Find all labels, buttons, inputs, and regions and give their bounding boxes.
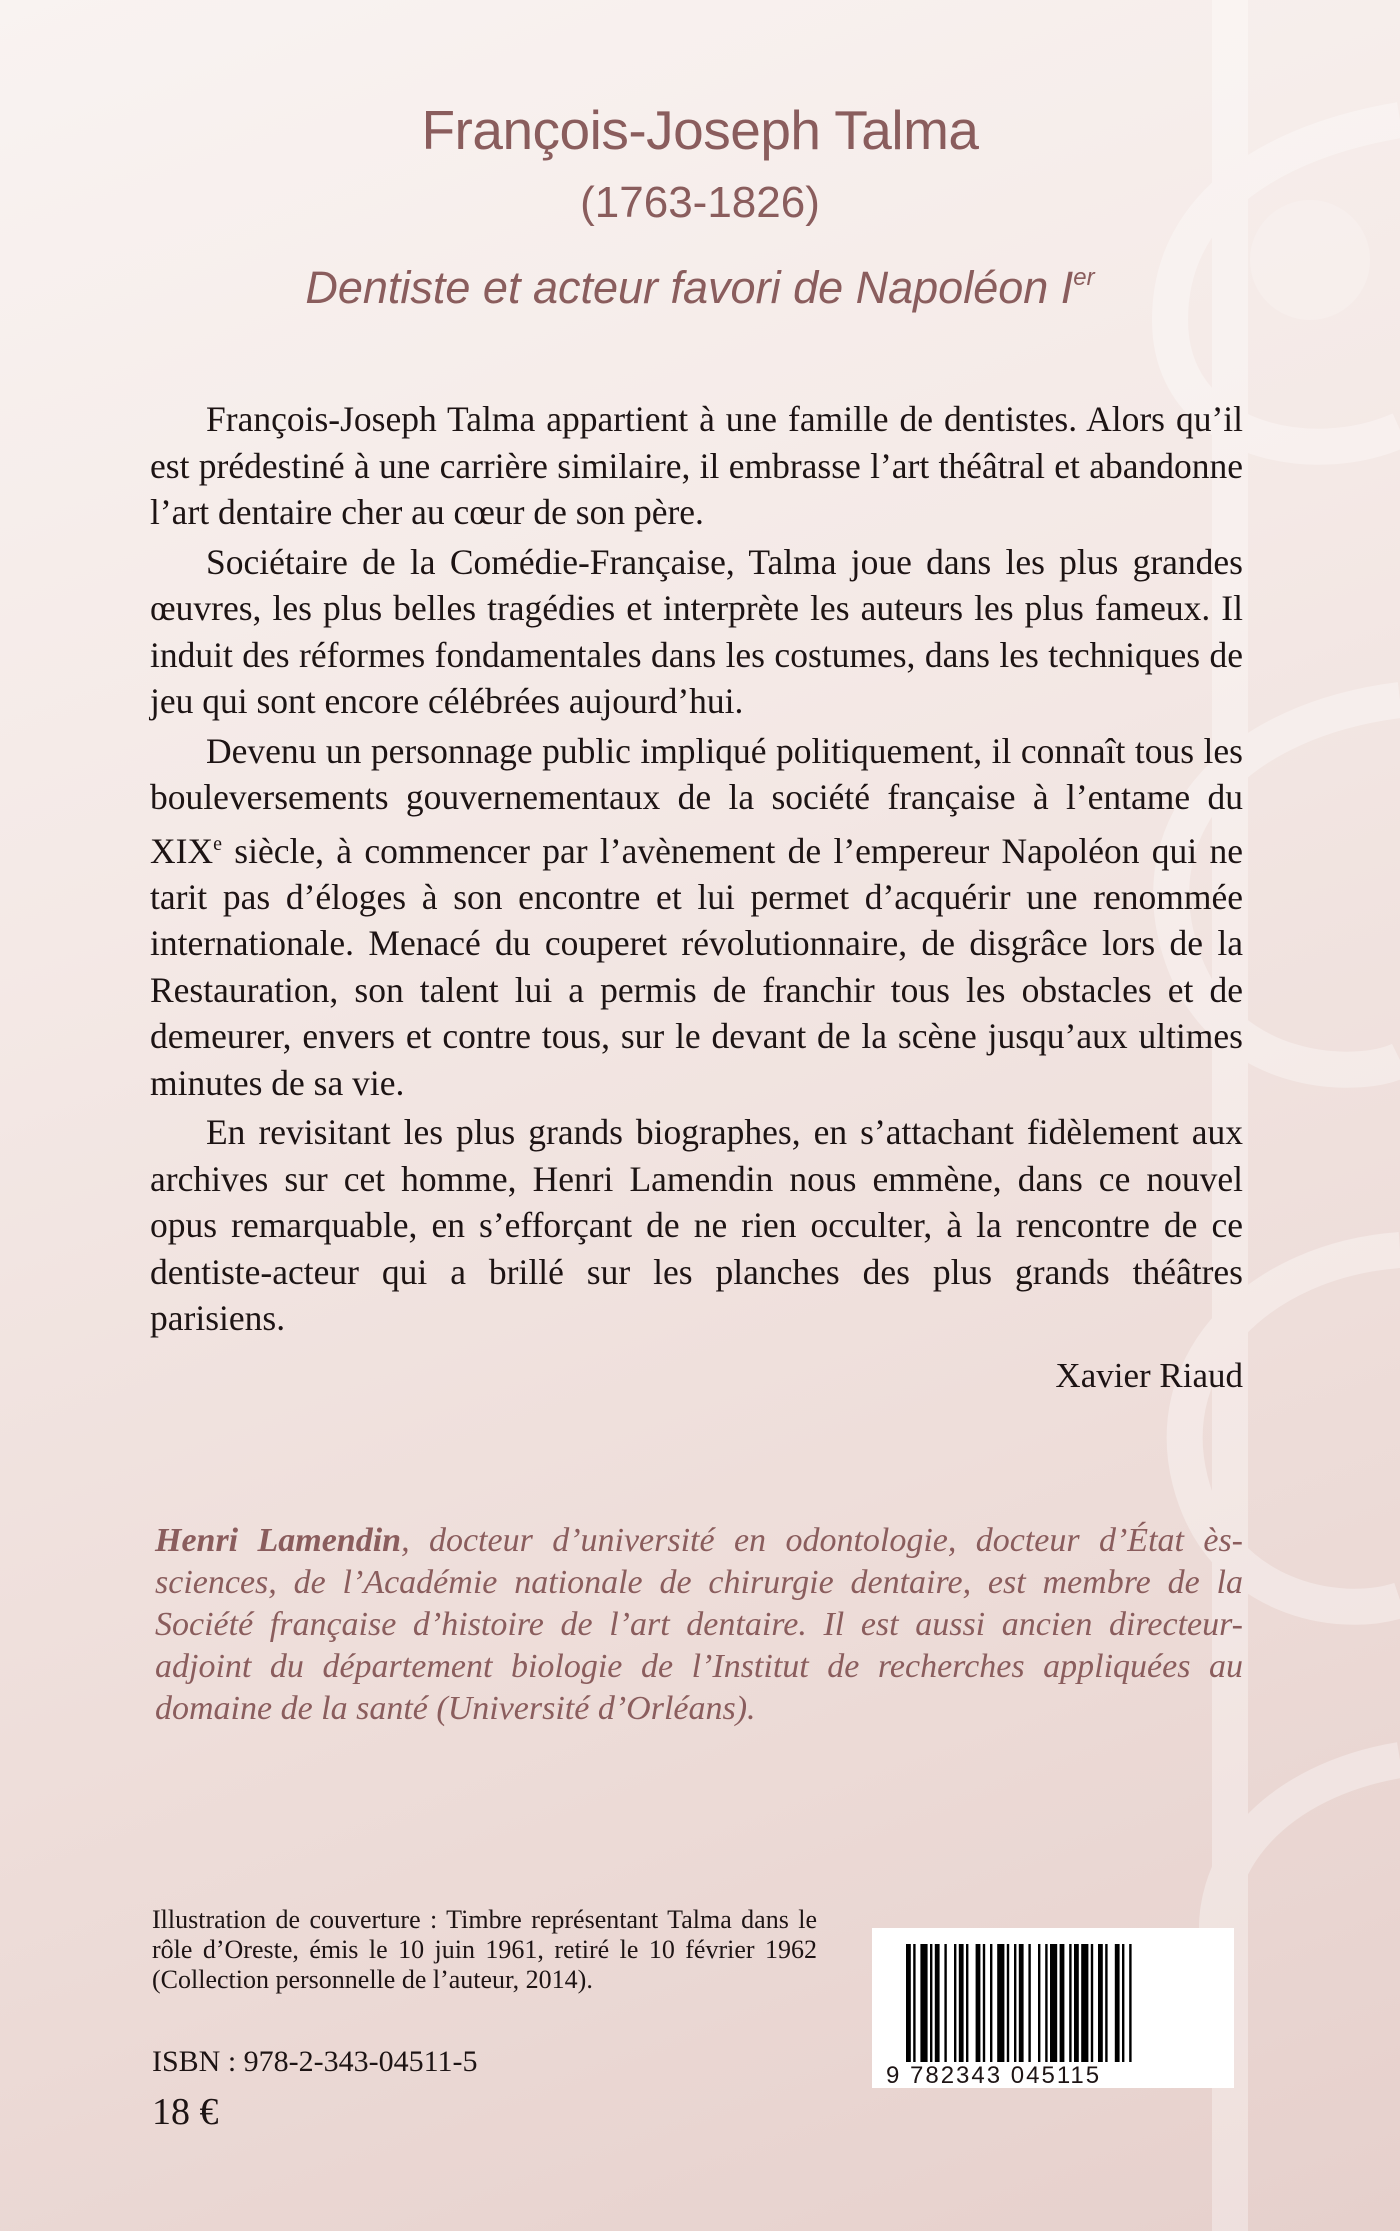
book-title: François-Joseph Talma [421,99,979,161]
paragraph-4: En revisitant les plus grands biographes, en s’attachant fidèlement aux archives sur cet homme, Henri Lamendin nous emmène, dans ce nouvel opus remarquable, en s’efforçant de ne rien occulter, à la rencontre de ce dentiste-acteur qui a brillé sur les planches des plus grands théâtres parisiens. [150,1112,1243,1339]
barcode-bar [1069,1944,1071,2062]
barcode-bar [954,1944,956,2062]
barcode-bar [1038,1944,1040,2062]
barcode-bar [913,1944,915,2062]
paragraph-1: François-Joseph Talma appartient à une famille de dentistes. Alors qu’il est prédestiné à une carrière similaire, il embrasse l’art théâtral et abandonne l’art dentaire cher au cœur de son père. [150,399,1243,532]
life-dates: (1763-1826) [580,178,820,227]
barcode-bar [1050,1944,1057,2062]
barcode-bar [990,1944,992,2062]
price: 18 € [152,2091,219,2133]
barcode-digits: 9 782343 045115 [886,2062,1102,2089]
barcode-bar [944,1944,946,2062]
barcode-bar [1028,1944,1030,2062]
barcode-bar [1060,1944,1065,2062]
signature: Xavier Riaud [1055,1356,1243,1395]
barcode-bar [930,1944,932,2062]
barcode-bars [886,1944,1221,2062]
barcode-bar [935,1944,940,2062]
paragraph-3-end: siècle, à commencer par l’avènement de l’empereur Napoléon qui ne tarit pas d’éloges à son encontre et lui permet d’acquérir une renommée internationale. Menacé du couperet révolutionnaire, de disgrâce lors de la Restauration, son talent lui a permis de franchir tous les obstacles et de demeurer, envers et contre tous, sur le devant de la scène jusqu’aux ultimes minutes de sa vie. [150,830,1243,1103]
barcode-bar [1014,1944,1016,2062]
book-subtitle [0,262,1400,314]
century-superscript: e [213,832,222,855]
barcode-bar [1045,1944,1047,2062]
barcode-bar [1007,1944,1009,2062]
isbn: ISBN : 978-2-343-04511-5 [152,2045,478,2078]
barcode-bar [976,1944,981,2062]
barcode-bar [1074,1944,1079,2062]
barcode-bar [1098,1944,1103,2062]
barcode-bar [1091,1944,1093,2062]
back-cover-text [150,396,1243,1345]
barcode-bar [983,1944,985,2062]
paragraph-3-start: Devenu un personnage public impliqué politiquement, il connaît tous les bouleversements gouvernementaux de la société française à l’entame du XIX [150,730,1243,871]
barcode-bar [920,1944,927,2062]
paragraph-2: Sociétaire de la Comédie-Française, Talma joue dans les plus grandes œuvres, les plus belles tragédies et interprète les auteurs les plus fameux. Il induit des réformes fondamentales dans les costumes, dans les techniques de jeu qui sont encore célébrées aujourd’hui. [150,541,1243,721]
paragraph-3 [150,728,1243,1107]
author-bio [155,1520,1243,1730]
barcode-bar [1019,1944,1024,2062]
barcode [872,1928,1234,2088]
barcode-bar [1105,1944,1107,2062]
barcode-bar [1122,1944,1124,2062]
subtitle-superscript: er [1073,264,1095,291]
subtitle-text: Dentiste et acteur favori de Napoléon I [305,262,1074,313]
barcode-bar [997,1944,1004,2062]
barcode-bar [906,1944,911,2062]
author-name: Henri Lamendin [155,1522,402,1559]
barcode-bar [1115,1944,1120,2062]
author-bio-text: , docteur d’université en odontologie, docteur d’État ès-sciences, de l’Académie nationale de chirurgie dentaire, est membre de la Société française d’histoire de l’art dentaire. Il est aussi ancien directeur-adjoint du département biologie de l’Institut de recherches appliquées au domaine de la santé (Université d’Orléans). [155,1522,1243,1727]
barcode-bar [959,1944,964,2062]
cover-illustration-credit: Illustration de couverture : Timbre représentant Talma dans le rôle d’Oreste, émis le 10 juin 1961, retiré le 10 février 1962 (Collection personnelle de l’auteur, 2014). [152,1905,817,1994]
barcode-bar [966,1944,968,2062]
barcode-bar [1081,1944,1088,2062]
barcode-bar [1129,1944,1131,2062]
